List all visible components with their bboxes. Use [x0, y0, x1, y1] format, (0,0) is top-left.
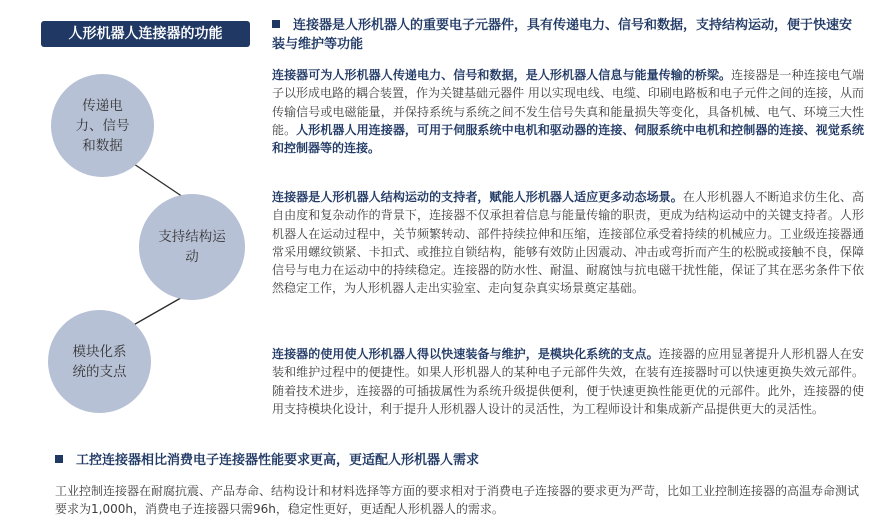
subsection-heading-text: 工控连接器相比消费电子连接器性能要求更高，更适配人形机器人需求 — [76, 453, 480, 468]
subsection-body: 工业控制连接器在耐腐抗震、产品寿命、结构设计和材料选择等方面的要求相对于消费电子连接器的要求更为严苛，比如工业控制连接器的高温寿命测试要求为1,000h，消费电子连接器只需96h，稳定性更好，更适配人形机器人的需求。 — [55, 484, 860, 517]
function-node-modular — [48, 310, 151, 413]
paragraph-tail: 人形机器人用连接器，可用于伺服系统中电机和驱动器的连接、伺服系统中电机和控制器的连接、视觉系统和控制器等的连接。 — [272, 122, 864, 156]
section-title-tag: 人形机器人连接器的功能 — [41, 21, 250, 47]
bullet-square-icon — [55, 455, 63, 463]
node-label: 传递电力、信号和数据 — [75, 97, 130, 154]
paragraph-structure — [272, 188, 864, 298]
connector-line-2 — [130, 295, 186, 327]
function-node-transmission — [51, 74, 154, 177]
paragraph-body: 在人形机器人不断追求仿生化、高自由度和复杂动作的背景下，连接器不仅承担着信息与能量传输的职责，更成为结构运动中的关键支持者。人形机器人在运动过程中，关节频繁转动、部件持续拉伸和压缩，连接部位承受着持续的机械应力。工业级连接器通常采用螺纹锁紧、卡扣式、或推拉自锁结构，能够有效防止因震动、冲击或弯折而产生的松脱或接触不良，保障信号与电力在运动中的持续稳定。连接器的防水性、耐温、耐腐蚀与抗电磁干扰性能，保证了其在恶劣条件下依然稳定工作，为人形机器人走出实验室、走向复杂真实场景奠定基础。 — [272, 190, 864, 296]
paragraph-body: 连接器是一种连接电气端子以形成电路的耦合装置，作为关键基础元器件 用以实现电线、电缆、印刷电路板和电子元件之间的连接，从而传输信号或电磁能量，并保持系统与系统之间不发生信号失真和能量损失等变化，具备机械、电气、环境三大性能。 — [272, 68, 864, 137]
paragraph-lead: 连接器可为人形机器人传递电力、信号和数据，是人形机器人信息与能量传输的桥梁。 — [272, 68, 732, 82]
paragraph-body: 连接器的应用显著提升人形机器人在安装和维护过程中的便捷性。如果人形机器人的某种电子元部件失效，在装有连接器时可以快速更换失效元部件。随着技术进步，连接器的可插拔属性为系统升级提供便利，便于快速更换性能更优的元部件。此外，连接器的使用支持模块化设计，利于提升人形机器人设计的灵活性，为工程师设计和集成新产品提供更大的灵活性。 — [272, 347, 864, 416]
subsection-heading — [55, 449, 479, 468]
paragraph-transmission — [272, 66, 864, 157]
node-label: 模块化系统的支点 — [72, 343, 127, 380]
headline-text: 连接器是人形机器人的重要电子元器件，具有传递电力、信号和数据，支持结构运动，便于快速安装与维护等功能 — [272, 18, 853, 52]
function-node-structure — [139, 194, 245, 300]
paragraph-lead: 连接器是人形机器人结构运动的支持者，赋能人形机器人适应更多动态场景。 — [272, 190, 683, 204]
connector-line-1 — [131, 162, 186, 199]
node-label: 支持结构运动 — [158, 229, 226, 265]
paragraph-lead: 连接器的使用使人形机器人得以快速装备与维护，是模块化系统的支点。 — [272, 347, 659, 361]
paragraph-modular — [272, 345, 864, 418]
